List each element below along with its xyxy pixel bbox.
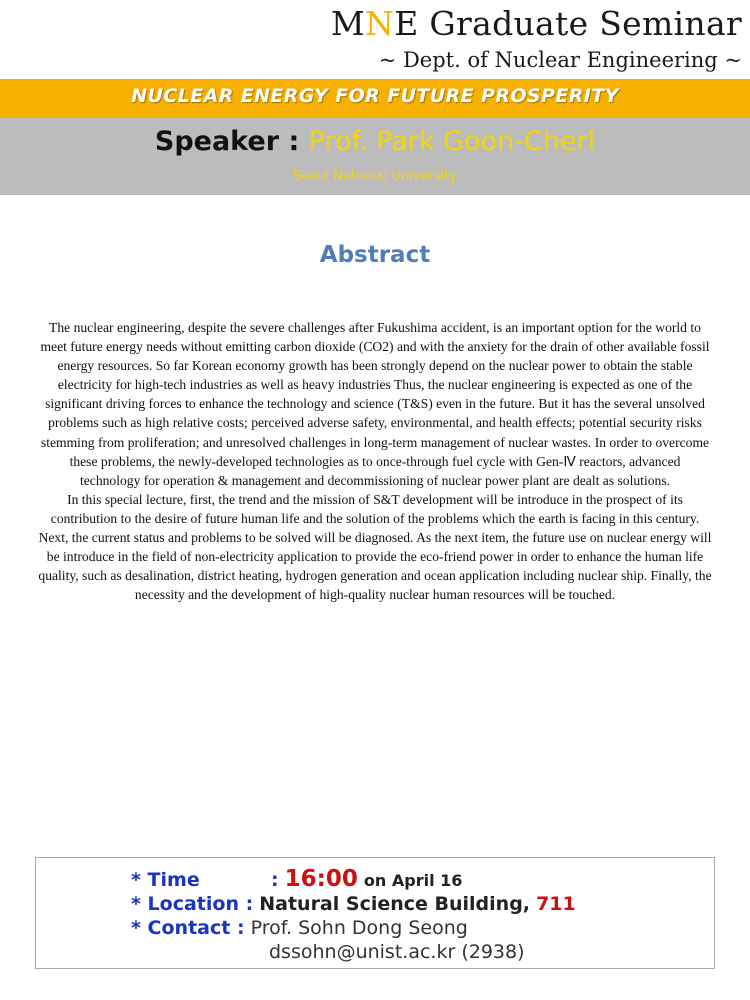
speaker-band (0, 118, 750, 195)
speaker-name: Prof. Park Goon-Cherl (308, 126, 596, 157)
abstract-body (38, 318, 712, 604)
contact-phone: (2938) (461, 941, 525, 963)
time-row (131, 866, 462, 892)
contact-detail-row (269, 941, 525, 963)
topic-banner (0, 79, 750, 118)
abstract-heading: Abstract (319, 242, 431, 268)
contact-email[interactable]: dssohn@unist.ac.kr (269, 941, 456, 963)
speaker-line (0, 126, 750, 157)
contact-label: * Contact : (131, 917, 245, 939)
title-suffix: E Graduate Seminar (394, 4, 742, 43)
speaker-label: Speaker : (154, 126, 309, 157)
contact-row (131, 917, 468, 939)
location-label: * Location : (131, 893, 254, 915)
time-value: 16:00 (284, 866, 358, 892)
time-label: * Time (131, 869, 200, 891)
event-info-box (35, 857, 715, 969)
time-separator: : (271, 869, 279, 891)
title-prefix: M (330, 4, 365, 43)
abstract-paragraph-2: In this special lecture, first, the trend and the mission of S&T development will be introduce in the prospect of its contribution to the desire of future human life and the solution of the problems which the earth is facing in this century. Next, the current status and problems to be solved will be diagnosed. As the next item, the future use on nuclear energy will be introduce in the field of non-electricity application to provide the eco-friend power in order to enhance the human life quality, such as desalination, district heating, hydrogen generation and ocean application including nuclear ship. Finally, the necessity and the development of high-quality nuclear human resources will be touched. (38, 491, 712, 603)
department-subtitle: ~ Dept. of Nuclear Engineering ~ (378, 48, 742, 72)
location-row (131, 893, 576, 915)
seminar-title (331, 4, 742, 43)
location-room: 711 (536, 893, 576, 915)
abstract-paragraph-1: The nuclear engineering, despite the severe challenges after Fukushima accident, is an important option for the world to meet future energy needs without emitting carbon dioxide (CO2) and with the anxiety for the drain of other available fossil energy resources. So far Korean economy growth has been strongly depend on the nuclear power to obtain the stable electricity for high-tech industries as well as heavy industries Thus, the nuclear engineering is expected as one of the significant driving forces to enhance the technology and science (T&S) even in the future. But it has the several unsolved problems such as high relative costs; perceived adverse safety, environmental, and health effects; potential security risks stemming from proliferation; and unresolved challenges in long-term management of nuclear wastes. In order to overcome these problems, the newly-developed technologies as to once-through fuel cycle with Gen-Ⅳ reactors, advanced technology for operation & management and decommissioning of nuclear power plant are dealt as solutions. (40, 320, 710, 488)
contact-name: Prof. Sohn Dong Seong (250, 917, 468, 939)
speaker-affiliation: Seoul National University (292, 169, 458, 184)
location-value: Natural Science Building, (259, 893, 531, 915)
time-date: on April 16 (363, 871, 463, 890)
topic-title: NUCLEAR ENERGY FOR FUTURE PROSPERITY (131, 85, 619, 107)
title-highlight-letter: N (365, 4, 395, 43)
